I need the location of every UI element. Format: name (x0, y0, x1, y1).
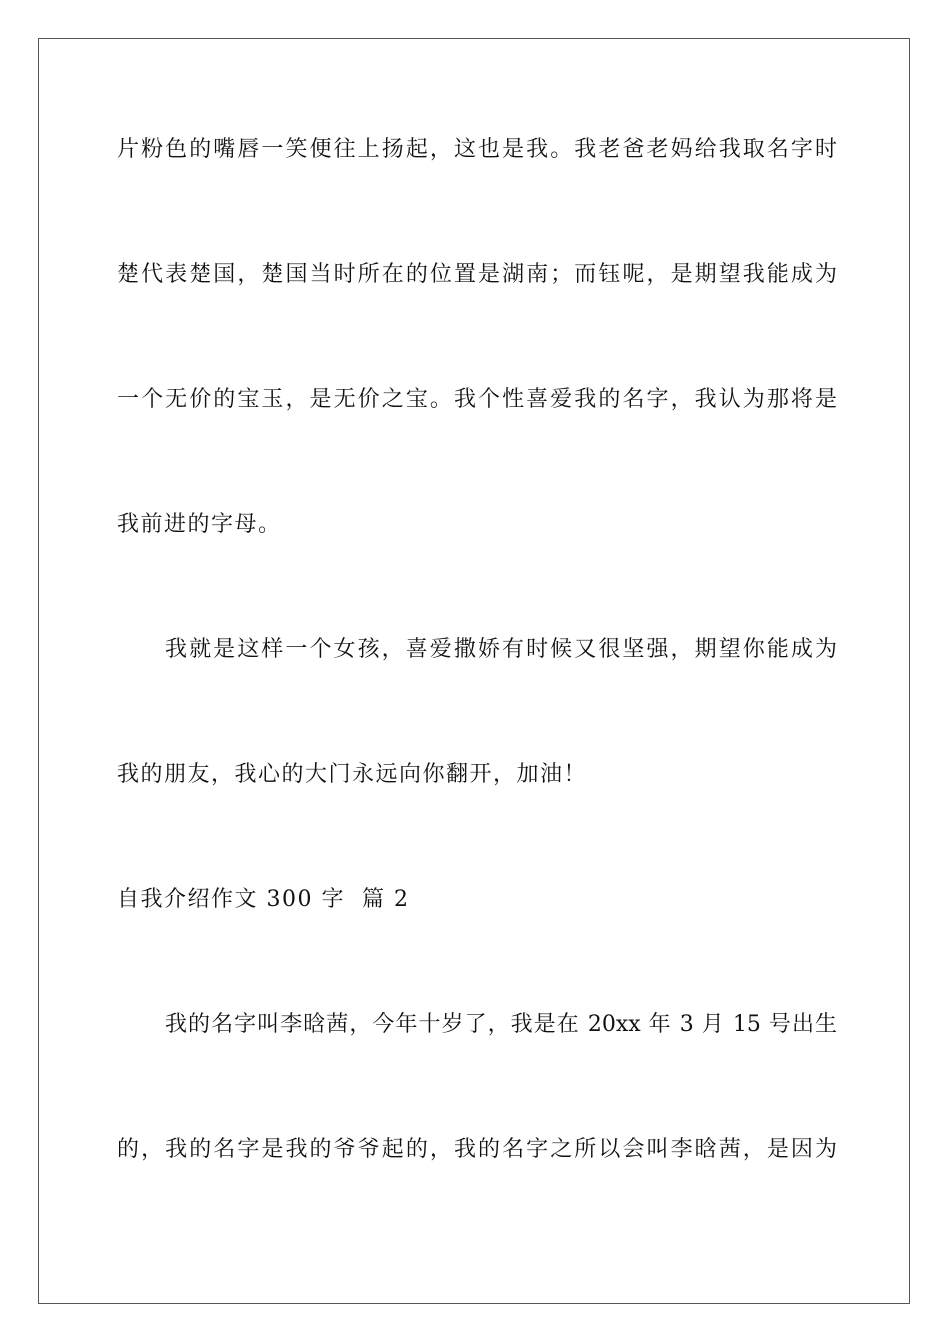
paragraph-line: 我的朋友，我心的大门永远向你翻开，加油！ (117, 762, 588, 787)
paragraph-line: 一个无价的宝玉，是无价之宝。我个性喜爱我的名字，我认为那将是 (117, 387, 837, 412)
paragraph-line: 片粉色的嘴唇一笑便往上扬起，这也是我。我老爸老妈给我取名字时 (117, 137, 837, 162)
paragraph-line: 我就是这样一个女孩，喜爱撒娇有时候又很坚强，期望你能成为 (165, 637, 837, 662)
paragraph-line: 的，我的名字是我的爷爷起的，我的名字之所以会叫李晗茜，是因为 (117, 1137, 837, 1162)
paragraph-line: 我前进的字母。 (117, 512, 282, 537)
paragraph-line: 我的名字叫李晗茜，今年十岁了，我是在 20xx 年 3 月 15 号出生 (165, 1012, 837, 1037)
page-border (38, 38, 910, 1304)
paragraph-line: 楚代表楚国，楚国当时所在的位置是湖南；而钰呢，是期望我能成为 (117, 262, 837, 287)
section-heading: 自我介绍作文 300 字 篇 2 (117, 887, 410, 912)
